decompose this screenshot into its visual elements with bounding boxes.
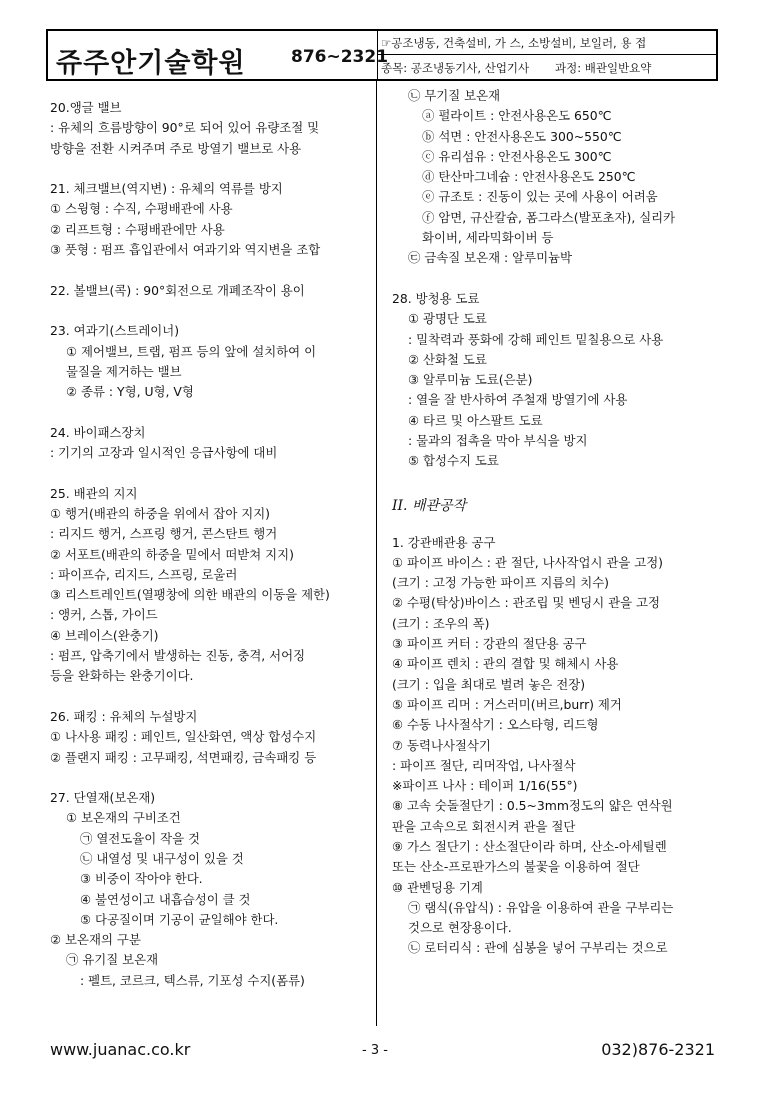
text-line: : 펠트, 코르크, 텍스류, 기포성 수지(폼류)	[80, 972, 305, 988]
blank-line	[50, 159, 368, 179]
text-line: ② 서포트(배관의 하중을 밑에서 떠받쳐 지지)	[50, 546, 294, 562]
text-line: 것으로 현장용이다.	[408, 920, 512, 936]
text-line: 21. 체크밸브(역지변) : 유체의 역류를 방지	[50, 181, 283, 197]
footer-url: www.juanac.co.kr	[50, 1040, 191, 1059]
blank-line	[50, 402, 368, 422]
text-line: ② 수평(탁상)바이스 : 관조립 및 벤딩시 관을 고정	[392, 595, 660, 611]
right-column	[392, 86, 714, 959]
text-line: 27. 단열재(보온재)	[50, 790, 156, 806]
blank-line	[392, 472, 714, 492]
text-line: ④ 파이프 렌치 : 관의 결합 및 해체시 사용	[392, 656, 619, 672]
text-line: ⑧ 고속 숫돌절단기 : 0.5~3mm정도의 얇은 연삭원	[392, 798, 673, 814]
text-line: ⑤ 합성수지 도료	[408, 453, 499, 469]
text-line: ② 보온재의 구분	[50, 932, 141, 948]
text-line: ① 보온재의 구비조건	[66, 810, 181, 826]
footer-phone: 032)876-2321	[601, 1040, 715, 1059]
text-line: 화이버, 세라믹화이버 등	[422, 230, 554, 246]
page-footer	[50, 1040, 715, 1064]
text-line: ⑨ 가스 절단기 : 산소절단이라 하며, 산소-아세틸렌	[392, 838, 667, 854]
text-line: ㉠ 열전도율이 작을 것	[80, 830, 200, 846]
text-line: : 유체의 흐름방향이 90°로 되어 있어 유량조절 및	[50, 120, 320, 136]
text-line: ④ 브레이스(완충기)	[50, 627, 159, 643]
text-line: ⓓ 탄산마그네슘 : 안전사용온도 250℃	[422, 169, 636, 185]
text-line: ⓐ 펄라이트 : 안전사용온도 650℃	[422, 108, 612, 124]
text-line: 26. 패킹 : 유체의 누설방지	[50, 708, 198, 724]
text-line: 또는 산소-프로판가스의 불꽃을 이용하여 절단	[392, 859, 640, 875]
blank-line	[50, 301, 368, 321]
text-line: ③ 알루미늄 도료(은분)	[408, 372, 533, 388]
category-line	[378, 55, 716, 79]
text-line: ⑩ 관벤딩용 기계	[392, 879, 483, 895]
text-line: 25. 배관의 지지	[50, 485, 138, 501]
text-line: 방향을 전환 시켜주며 주로 방열기 밸브로 사용	[50, 140, 302, 156]
text-line: ③ 파이프 커터 : 강관의 절단용 공구	[392, 636, 587, 652]
text-line: ㉡ 내열성 및 내구성이 있을 것	[80, 850, 244, 866]
text-line: ⑤ 다공질이며 기공이 균일해야 한다.	[80, 911, 279, 927]
course-info	[378, 31, 716, 79]
academy-logo: 쥬주안기술학원	[56, 48, 246, 79]
blank-line	[392, 269, 714, 289]
text-line: 24. 바이패스장치	[50, 424, 146, 440]
text-line: ④ 불연성이고 내흡습성이 클 것	[80, 891, 251, 907]
text-line: ① 나사용 패킹 : 페인트, 일산화연, 액상 합성수지	[50, 729, 317, 745]
academy-brand	[48, 31, 389, 79]
text-line: : 밀착력과 풍화에 강해 페인트 밑칠용으로 사용	[408, 331, 664, 347]
text-line: 22. 볼밸브(콕) : 90°회전으로 개폐조작이 용이	[50, 282, 305, 298]
text-line: ① 광명단 도료	[408, 311, 487, 327]
text-line: ③ 리스트레인트(열팽창에 의한 배관의 이동을 제한)	[50, 587, 330, 603]
subjects-line: ☞공조냉동, 건축설비, 가 스, 소방설비, 보일러, 용 접	[378, 31, 716, 55]
text-line: ※파이프 나사 : 테이퍼 1/16(55°)	[392, 778, 578, 794]
text-line: : 파이프슈, 리지드, 스프링, 로울러	[50, 566, 238, 582]
category-text: 종목: 공조냉동기사, 산업기사	[381, 61, 530, 75]
text-line: ③ 비중이 작아야 한다.	[80, 871, 203, 887]
text-line: 등을 완화하는 완충기이다.	[50, 668, 194, 684]
text-line: ② 플랜지 패킹 : 고무패킹, 석면패킹, 금속패킹 등	[50, 749, 317, 765]
blank-line	[50, 463, 368, 483]
text-line: ② 종류 : Y형, U형, V형	[66, 384, 194, 400]
text-line: 판을 고속으로 회전시켜 관을 절단	[392, 818, 576, 834]
text-line: ⓔ 규조토 : 진동이 있는 곳에 사용이 어려움	[422, 189, 658, 205]
text-line: ⓑ 석면 : 안전사용온도 300~550℃	[422, 128, 622, 144]
text-line: ② 산화철 도료	[408, 351, 487, 367]
text-line: ㉠ 램식(유압식) : 유압을 이용하여 관을 구부리는	[408, 899, 674, 915]
text-line: ⓕ 암면, 규산칼슘, 폼그라스(발포초자), 실리카	[422, 209, 676, 225]
text-line: 1. 강관배관용 공구	[392, 534, 496, 550]
text-line: ⑤ 파이프 리머 : 거스러미(버르,burr) 제거	[392, 696, 622, 712]
text-line: ㉡ 로터리식 : 관에 심봉을 넣어 구부리는 것으로	[408, 940, 668, 956]
academy-phone: 876~2321	[291, 47, 389, 67]
text-line: ① 파이프 바이스 : 관 절단, 나사작업시 관을 고정)	[392, 554, 664, 570]
text-line: ⑦ 동력나사절삭기	[392, 737, 491, 753]
text-line: : 앵커, 스톱, 가이드	[50, 607, 158, 623]
course-text: 과정: 배관일반요약	[555, 61, 652, 75]
text-line: 물질을 제거하는 밸브	[66, 363, 182, 379]
text-line: ① 스윙형 : 수직, 수평배관에 사용	[50, 201, 233, 217]
text-line: ⑥ 수동 나사절삭기 : 오스타형, 리드형	[392, 717, 599, 733]
blank-line	[50, 260, 368, 280]
text-line: : 파이프 절단, 리머작업, 나사절삭	[392, 757, 576, 773]
text-line: ④ 타르 및 아스팔트 도료	[408, 412, 543, 428]
text-line: (크기 : 조우의 폭)	[392, 615, 490, 631]
page-header	[46, 29, 718, 81]
text-line: : 열을 잘 반사하여 주철재 방열기에 사용	[408, 392, 628, 408]
text-line: ① 제어밸브, 트랩, 펌프 등의 앞에 설치하여 이	[66, 343, 317, 359]
text-line: : 기기의 고장과 일시적인 응급사항에 대비	[50, 445, 278, 461]
text-line: ㉠ 유기질 보온재	[66, 952, 159, 968]
text-line: ③ 풋형 : 펌프 흡입관에서 여과기와 역지변을 조합	[50, 242, 321, 258]
text-line: : 리지드 행거, 스프링 행거, 콘스탄트 행거	[50, 526, 278, 542]
text-line: (크기 : 고정 가능한 파이프 지름의 치수)	[392, 575, 610, 591]
column-divider	[376, 81, 377, 1026]
text-line: : 펌프, 압축기에서 발생하는 진동, 충격, 서어징	[50, 648, 306, 664]
page-number: - 3 -	[362, 1043, 388, 1058]
text-line: ② 리프트형 : 수평배관에만 사용	[50, 221, 225, 237]
blank-line	[50, 768, 368, 788]
left-column	[50, 98, 368, 991]
text-line: 28. 방청용 도료	[392, 290, 480, 306]
text-line: : 물과의 접촉을 막아 부식을 방지	[408, 433, 588, 449]
text-line: (크기 : 입을 최대로 벌려 놓은 전장)	[392, 676, 586, 692]
text-line: ㉢ 금속질 보온재 : 알루미늄박	[408, 250, 572, 266]
text-line: ⓒ 유리섬유 : 안전사용온도 300℃	[422, 148, 612, 164]
section-title: II. 배관공작	[392, 497, 467, 514]
text-line: 20.앵글 밸브	[50, 100, 122, 115]
text-line: ① 행거(배관의 하중을 위에서 잡아 지지)	[50, 505, 271, 521]
text-line: ㉡ 무기질 보온재	[408, 88, 501, 103]
blank-line	[392, 512, 714, 532]
text-line: 23. 여과기(스트레이너)	[50, 323, 180, 339]
blank-line	[50, 687, 368, 707]
